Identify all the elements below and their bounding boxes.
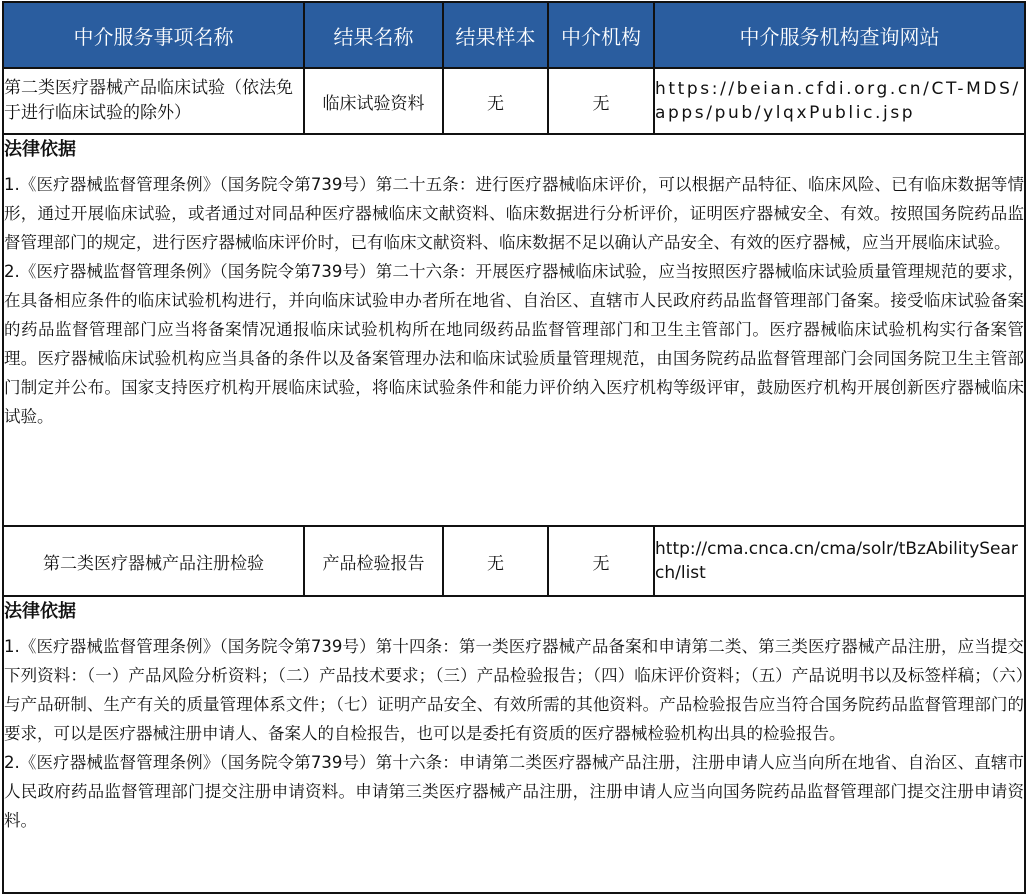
result-sample-cell: 无 [443,68,548,134]
result-sample-cell: 无 [443,526,548,596]
query-site-link[interactable]: http://cma.cnca.cn/cma/solr/tBzAbilitySearch/list [654,526,1025,596]
result-name-cell: 临床试验资料 [304,68,443,134]
legal-basis-cell [3,134,1025,526]
header-agency: 中介机构 [548,2,654,68]
legal-basis-row [3,134,1025,526]
legal-basis-paragraph: 2.《医疗器械监督管理条例》（国务院令第739号）第十六条：申请第二类医疗器械产品注册，注册申请人应当向所在地省、自治区、直辖市人民政府药品监督管理部门提交注册申请资料。申请第三类医疗器械产品注册，注册申请人应当向国务院药品监督管理部门提交注册申请资料。 [4,753,1024,830]
result-name-cell: 产品检验报告 [304,526,443,596]
query-site-link[interactable]: https://beian.cfdi.org.cn/CT-MDS/apps/pub/ylqxPublic.jsp [654,68,1025,134]
legal-basis-paragraph: 1.《医疗器械监督管理条例》（国务院令第739号）第二十五条：进行医疗器械临床评价，可以根据产品特征、临床风险、已有临床数据等情形，通过开展临床试验，或者通过对同品种医疗器械临床文献资料、临床数据进行分析评价，证明医疗器械安全、有效。按照国务院药品监督管理部门的规定，进行医疗器械临床评价时，已有临床文献资料、临床数据不足以确认产品安全、有效的医疗器械，应当开展临床试验。 [4,175,1024,252]
legal-basis-row [3,596,1025,893]
legal-basis-title: 法律依据 [4,601,76,622]
header-item-name: 中介服务事项名称 [3,2,304,68]
agency-cell: 无 [548,526,654,596]
item-name-cell: 第二类医疗器械产品注册检验 [3,526,304,596]
agency-cell: 无 [548,68,654,134]
header-result-name: 结果名称 [304,2,443,68]
table-row [3,68,1025,134]
table-row [3,526,1025,596]
table-header-row [3,2,1025,68]
legal-basis-cell [3,596,1025,893]
legal-basis-title: 法律依据 [4,139,76,160]
header-query-site: 中介服务机构查询网站 [654,2,1025,68]
legal-basis-paragraph: 2.《医疗器械监督管理条例》（国务院令第739号）第二十六条：开展医疗器械临床试验，应当按照医疗器械临床试验质量管理规范的要求，在具备相应条件的临床试验机构进行，并向临床试验申办者所在地省、自治区、直辖市人民政府药品监督管理部门备案。接受临床试验备案的药品监督管理部门应当将备案情况通报临床试验机构所在地同级药品监督管理部门和卫生主管部门。医疗器械临床试验机构实行备案管理。医疗器械临床试验机构应当具备的条件以及备案管理办法和临床试验质量管理规范，由国务院药品监督管理部门会同国务院卫生主管部门制定并公布。国家支持医疗机构开展临床试验，将临床试验条件和能力评价纳入医疗机构等级评审，鼓励医疗机构开展创新医疗器械临床试验。 [4,262,1024,426]
intermediary-service-table [2,1,1026,894]
legal-basis-paragraph: 1.《医疗器械监督管理条例》（国务院令第739号）第十四条：第一类医疗器械产品备案和申请第二类、第三类医疗器械产品注册，应当提交下列资料：（一）产品风险分析资料；（二）产品技术要求；（三）产品检验报告；（四）临床评价资料；（五）产品说明书以及标签样稿；（六）与产品研制、生产有关的质量管理体系文件；（七）证明产品安全、有效所需的其他资料。产品检验报告应当符合国务院药品监督管理部门的要求，可以是医疗器械注册申请人、备案人的自检报告，也可以是委托有资质的医疗器械检验机构出具的检验报告。 [4,637,1024,743]
header-result-sample: 结果样本 [443,2,548,68]
item-name-cell: 第二类医疗器械产品临床试验（依法免于进行临床试验的除外） [3,68,304,134]
